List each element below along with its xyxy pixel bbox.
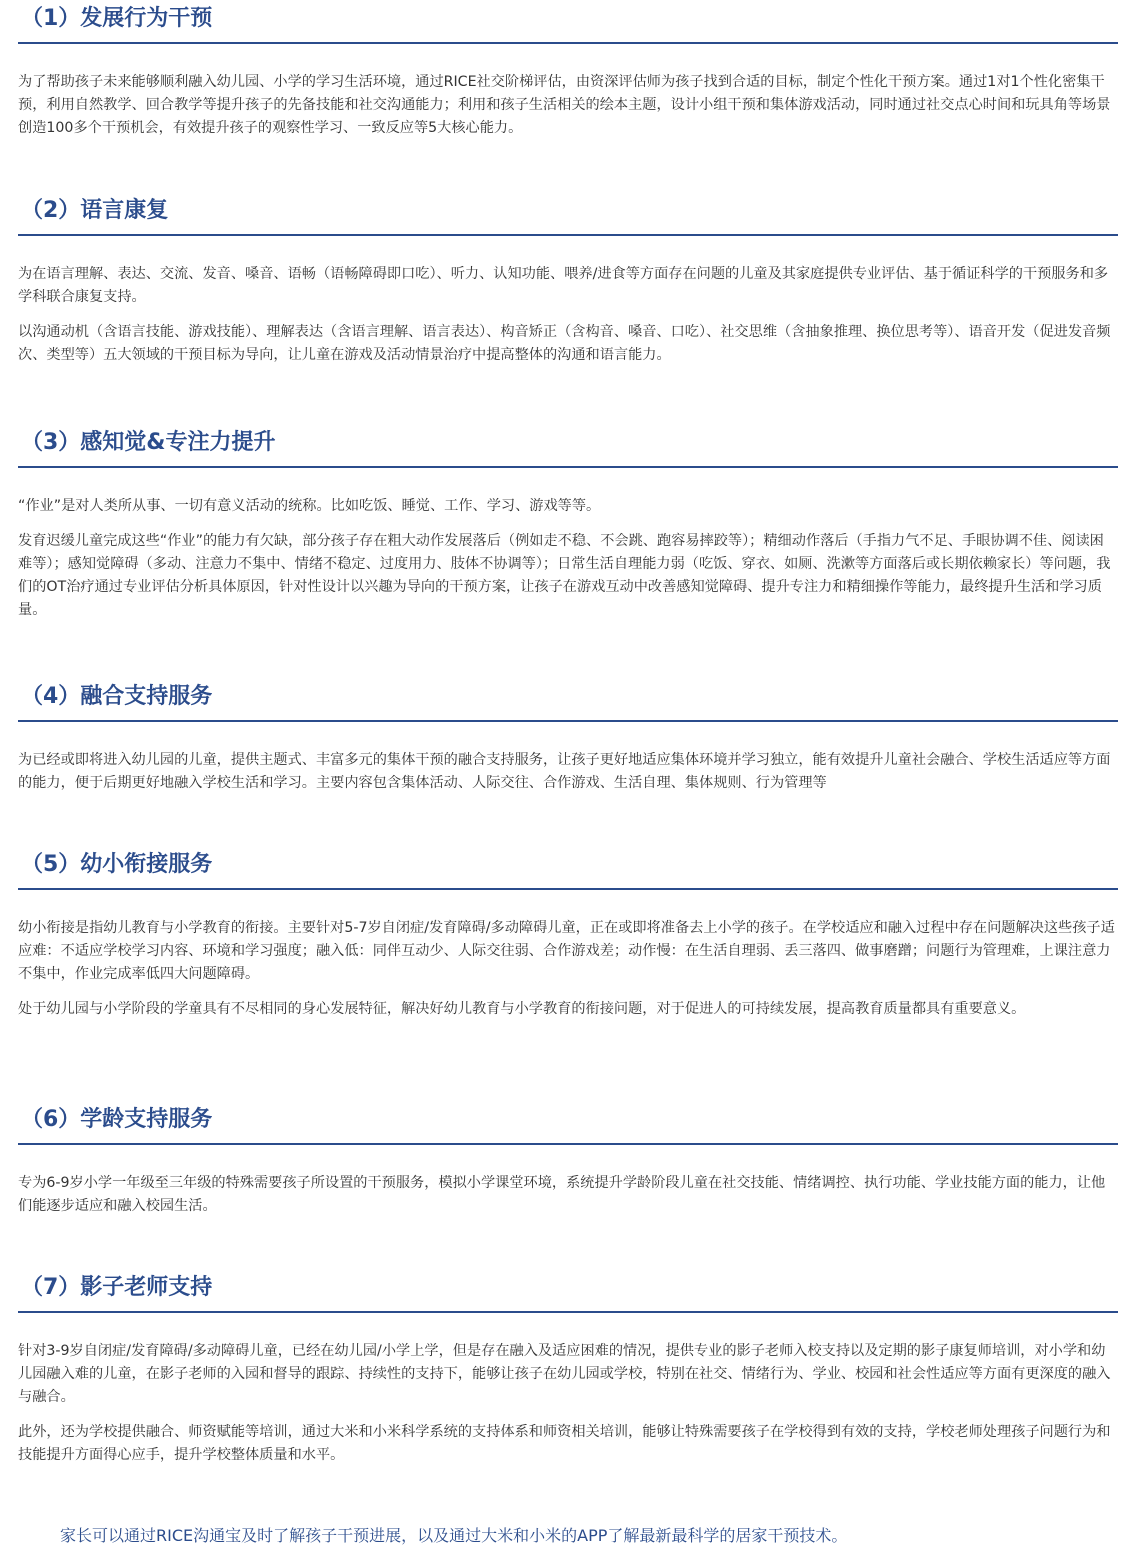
- section-title: （2）语言康复: [18, 192, 1118, 236]
- section-language-rehab: [18, 192, 1118, 379]
- section-title: （6）学龄支持服务: [18, 1101, 1118, 1145]
- section-paragraph: 以沟通动机（含语言技能、游戏技能）、理解表达（含语言理解、语言表达）、构音矫正（含构音、嗓音、口吃）、社交思维（含抽象推理、换位思考等）、语音开发（促进发音频次、类型等）五大领域的干预目标为导向，让儿童在游戏及活动情景治疗中提高整体的沟通和语言能力。: [18, 324, 1111, 363]
- section-title: （7）影子老师支持: [18, 1269, 1118, 1313]
- section-paragraph: 专为6-9岁小学一年级至三年级的特殊需要孩子所设置的干预服务，模拟小学课堂环境，系统提升学龄阶段儿童在社交技能、情绪调控、执行功能、学业技能方面的能力，让他们能逐步适应和融入校园生活。: [18, 1175, 1106, 1214]
- section-body: [18, 44, 1118, 140]
- section-sensory-focus: [18, 424, 1118, 634]
- section-paragraph: 幼小衔接是指幼儿教育与小学教育的衔接。主要针对5-7岁自闭症/发育障碍/多动障碍儿童，正在或即将准备去上小学的孩子。在学校适应和融入过程中存在问题解决这些孩子适应难：不适应学校学习内容、环境和学习强度；融入低：同伴互动少、人际交往弱、合作游戏差；动作慢：在生活自理弱、丢三落四、做事磨蹭；问题行为管理难，上课注意力不集中，作业完成率低四大问题障碍。: [18, 920, 1115, 982]
- section-paragraph: 为在语言理解、表达、交流、发音、嗓音、语畅（语畅障碍即口吃）、听力、认知功能、喂养/进食等方面存在问题的儿童及其家庭提供专业评估、基于循证科学的干预服务和多学科联合康复支持。: [18, 266, 1109, 305]
- section-title: （5）幼小衔接服务: [18, 846, 1118, 890]
- section-body: [18, 1313, 1118, 1467]
- section-behavior-intervention: [18, 0, 1118, 152]
- section-school-age-support: [18, 1101, 1118, 1230]
- section-body: [18, 890, 1118, 1021]
- section-inclusion-support: [18, 678, 1118, 807]
- section-body: [18, 236, 1118, 367]
- section-body: [18, 1145, 1118, 1218]
- section-title: （4）融合支持服务: [18, 678, 1118, 722]
- section-body: [18, 722, 1118, 795]
- section-kindergarten-transition: [18, 846, 1118, 1033]
- section-paragraph: 为了帮助孩子未来能够顺利融入幼儿园、小学的学习生活环境，通过RICE社交阶梯评估，由资深评估师为孩子找到合适的目标，制定个性化干预方案。通过1对1个性化密集干预，利用自然教学、回合教学等提升孩子的先备技能和社交沟通能力；利用和孩子生活相关的绘本主题，设计小组干预和集体游戏活动，同时通过社交点心时间和玩具角等场景创造100多个干预机会，有效提升孩子的观察性学习、一致反应等5大核心能力。: [18, 74, 1111, 136]
- section-paragraph: 针对3-9岁自闭症/发育障碍/多动障碍儿童，已经在幼儿园/小学上学，但是存在融入及适应困难的情况，提供专业的影子老师入校支持以及定期的影子康复师培训，对小学和幼儿园融入难的儿童，在影子老师的入园和督导的跟踪、持续性的支持下，能够让孩子在幼儿园或学校，特别在社交、情绪行为、学业、校园和社会性适应等方面有更深度的融入与融合。: [18, 1343, 1111, 1405]
- section-paragraph: 发育迟缓儿童完成这些“作业”的能力有欠缺，部分孩子存在粗大动作发展落后（例如走不稳、不会跳、跑容易摔跤等）；精细动作落后（手指力气不足、手眼协调不佳、阅读困难等）；感知觉障碍（多动、注意力不集中、情绪不稳定、过度用力、肢体不协调等）；日常生活自理能力弱（吃饭、穿衣、如厕、洗漱等方面落后或长期依赖家长）等问题，我们的OT治疗通过专业评估分析具体原因，针对性设计以兴趣为导向的干预方案，让孩子在游戏互动中改善感知觉障碍、提升专注力和精细操作等能力，最终提升生活和学习质量。: [18, 533, 1111, 618]
- section-title: （3）感知觉&专注力提升: [18, 424, 1118, 468]
- section-paragraph: “作业”是对人类所从事、一切有意义活动的统称。比如吃饭、睡觉、工作、学习、游戏等等。: [18, 498, 601, 514]
- section-paragraph: 为已经或即将进入幼儿园的儿童，提供主题式、丰富多元的集体干预的融合支持服务，让孩子更好地适应集体环境并学习独立，能有效提升儿童社会融合、学校生活适应等方面的能力，便于后期更好地融入学校生活和学习。主要内容包含集体活动、人际交往、合作游戏、生活自理、集体规则、行为管理等: [18, 752, 1111, 791]
- section-shadow-teacher: [18, 1269, 1118, 1479]
- section-title: （1）发展行为干预: [18, 0, 1118, 44]
- section-body: [18, 468, 1118, 622]
- section-paragraph: 此外，还为学校提供融合、师资赋能等培训，通过大米和小米科学系统的支持体系和师资相关培训，能够让特殊需要孩子在学校得到有效的支持，学校老师处理孩子问题行为和技能提升方面得心应手，提升学校整体质量和水平。: [18, 1424, 1111, 1463]
- section-paragraph: 处于幼儿园与小学阶段的学童具有不尽相同的身心发展特征，解决好幼儿教育与小学教育的衔接问题，对于促进人的可持续发展，提高教育质量都具有重要意义。: [18, 1001, 1026, 1017]
- footer-note: 家长可以通过RICE沟通宝及时了解孩子干预进展，以及通过大米和小米的APP了解最新最科学的居家干预技术。: [60, 1526, 848, 1545]
